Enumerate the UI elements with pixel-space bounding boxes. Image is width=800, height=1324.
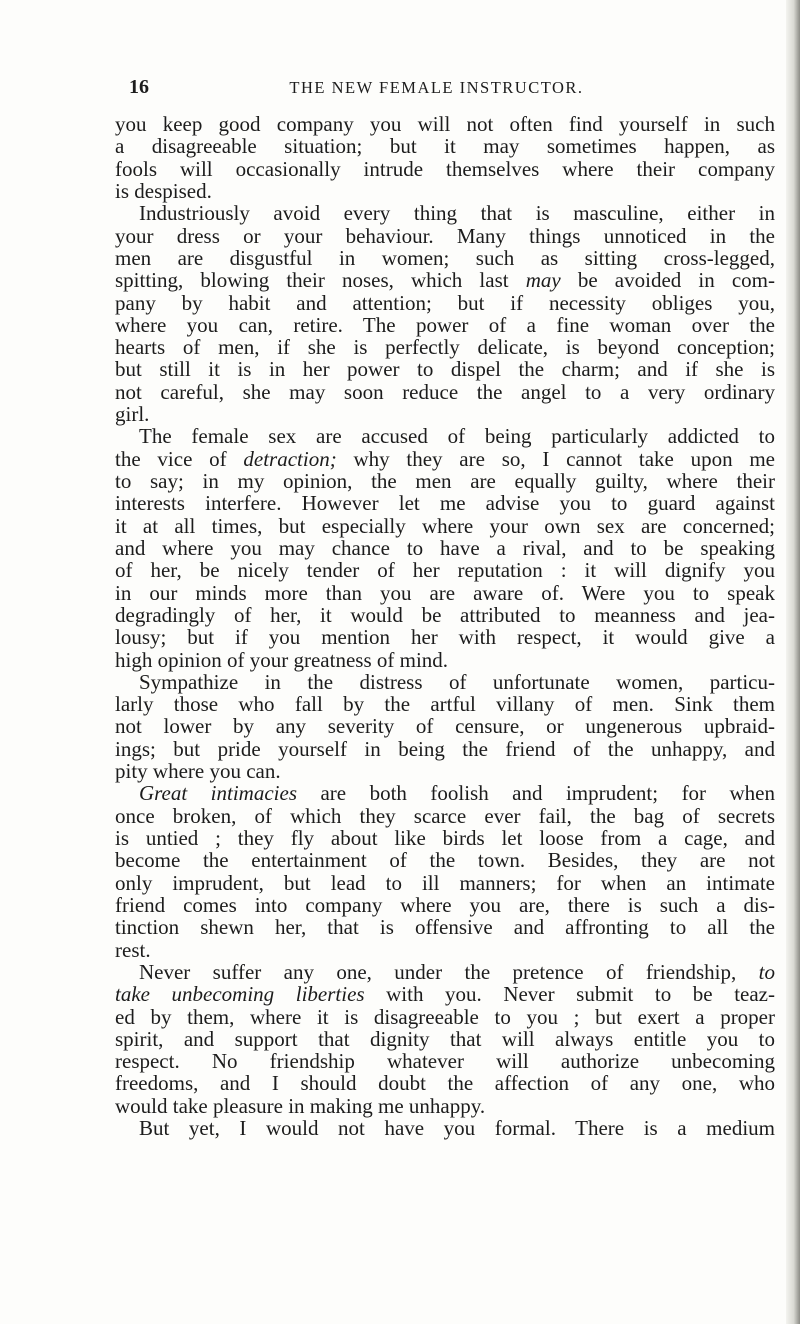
text-line: would take pleasure in making me unhappy. [115, 1093, 486, 1118]
text-line: interests interfere. However let me advise you to guard against [115, 491, 775, 516]
text-line: high opinion of your greatness of mind. [115, 647, 449, 672]
text-line: and where you may chance to have a rival, and to be speaking [115, 535, 775, 560]
text-line: is untied ; they fly about like birds let loose from a cage, and [115, 826, 775, 850]
text-line: spirit, and support that dignity that will always entitle you to [115, 1026, 775, 1051]
text-line: it at all times, but especially where your own sex are concerned; [115, 513, 775, 538]
text-line: not lower by any severity of censure, or ungenerous upbraid- [115, 714, 775, 739]
text-line: pity where you can. [115, 759, 281, 784]
text-line: Industriously avoid every thing that is masculine, either in [139, 201, 775, 226]
text-line: degradingly of her, it would be attributed to meanness and jea- [115, 602, 775, 627]
text-line: The female sex are accused of being particularly addicted to [139, 424, 775, 449]
running-head [129, 76, 744, 98]
text-line: But yet, I would not have you formal. There is a medium [139, 1116, 775, 1141]
text-line: hearts of men, if she is perfectly delicate, is beyond conception; [115, 335, 775, 360]
text-line: of her, be nicely tender of her reputation : it will dignify you [115, 558, 775, 583]
page-edge-shadow [786, 0, 800, 1324]
text-line: Great intimacies are both foolish and imprudent; for when [139, 781, 776, 806]
text-line: a disagreeable situation; but it may sometimes happen, as [115, 134, 775, 159]
text-line: in our minds more than you are aware of. Were you to speak [115, 580, 775, 605]
text-line: tinction shewn her, that is offensive and affronting to all the [115, 915, 775, 940]
text-line: take unbecoming liberties with you. Never submit to be teaz- [115, 982, 775, 1007]
running-title: THE NEW FEMALE INSTRUCTOR. [289, 78, 584, 97]
text-line: spitting, blowing their noses, which last may be avoided in com- [115, 268, 775, 293]
text-line: Sympathize in the distress of unfortunate women, particu- [139, 669, 775, 694]
text-line: to say; in my opinion, the men are equally guilty, where their [115, 469, 775, 493]
text-line: the vice of detraction; why they are so, I cannot take upon me [115, 446, 776, 471]
text-line: lousy; but if you mention her with respect, it would give a [115, 625, 775, 650]
text-line: where you can, retire. The power of a fine woman over the [115, 312, 775, 337]
text-line: freedoms, and I should doubt the affection of any one, who [115, 1071, 775, 1096]
text-line: not careful, she may soon reduce the angel to a very ordinary [115, 379, 775, 404]
text-line: is despised. [115, 178, 212, 203]
text-line: Never suffer any one, under the pretence of friendship, to [139, 959, 775, 984]
text-line: girl. [115, 402, 150, 427]
text-line: rest. [115, 937, 151, 962]
text-line: respect. No friendship whatever will authorize unbecoming [115, 1049, 775, 1074]
text-line: become the entertainment of the town. Besides, they are not [115, 848, 775, 873]
text-line: your dress or your behaviour. Many things unnoticed in the [115, 223, 775, 248]
text-line: pany by habit and attention; but if necessity obliges you, [115, 290, 775, 315]
text-line: but still it is in her power to dispel the charm; and if she is [115, 357, 775, 382]
body-text [115, 113, 775, 1139]
text-line: fools will occasionally intrude themselves where their company [115, 156, 775, 181]
text-line: only imprudent, but lead to ill manners; for when an intimate [115, 870, 775, 895]
text-line: you keep good company you will not often find yourself in such [115, 112, 775, 136]
page-number: 16 [129, 76, 149, 98]
text-line: once broken, of which they scarce ever fail, the bag of secrets [115, 803, 775, 828]
text-line: larly those who fall by the artful villany of men. Sink them [115, 692, 775, 717]
text-line: friend comes into company where you are, there is such a dis- [115, 892, 775, 917]
text-line: men are disgustful in women; such as sitting cross-legged, [115, 245, 775, 270]
text-line: ings; but pride yourself in being the friend of the unhappy, and [115, 736, 775, 761]
text-line: ed by them, where it is disagreeable to you ; but exert a proper [115, 1004, 775, 1029]
